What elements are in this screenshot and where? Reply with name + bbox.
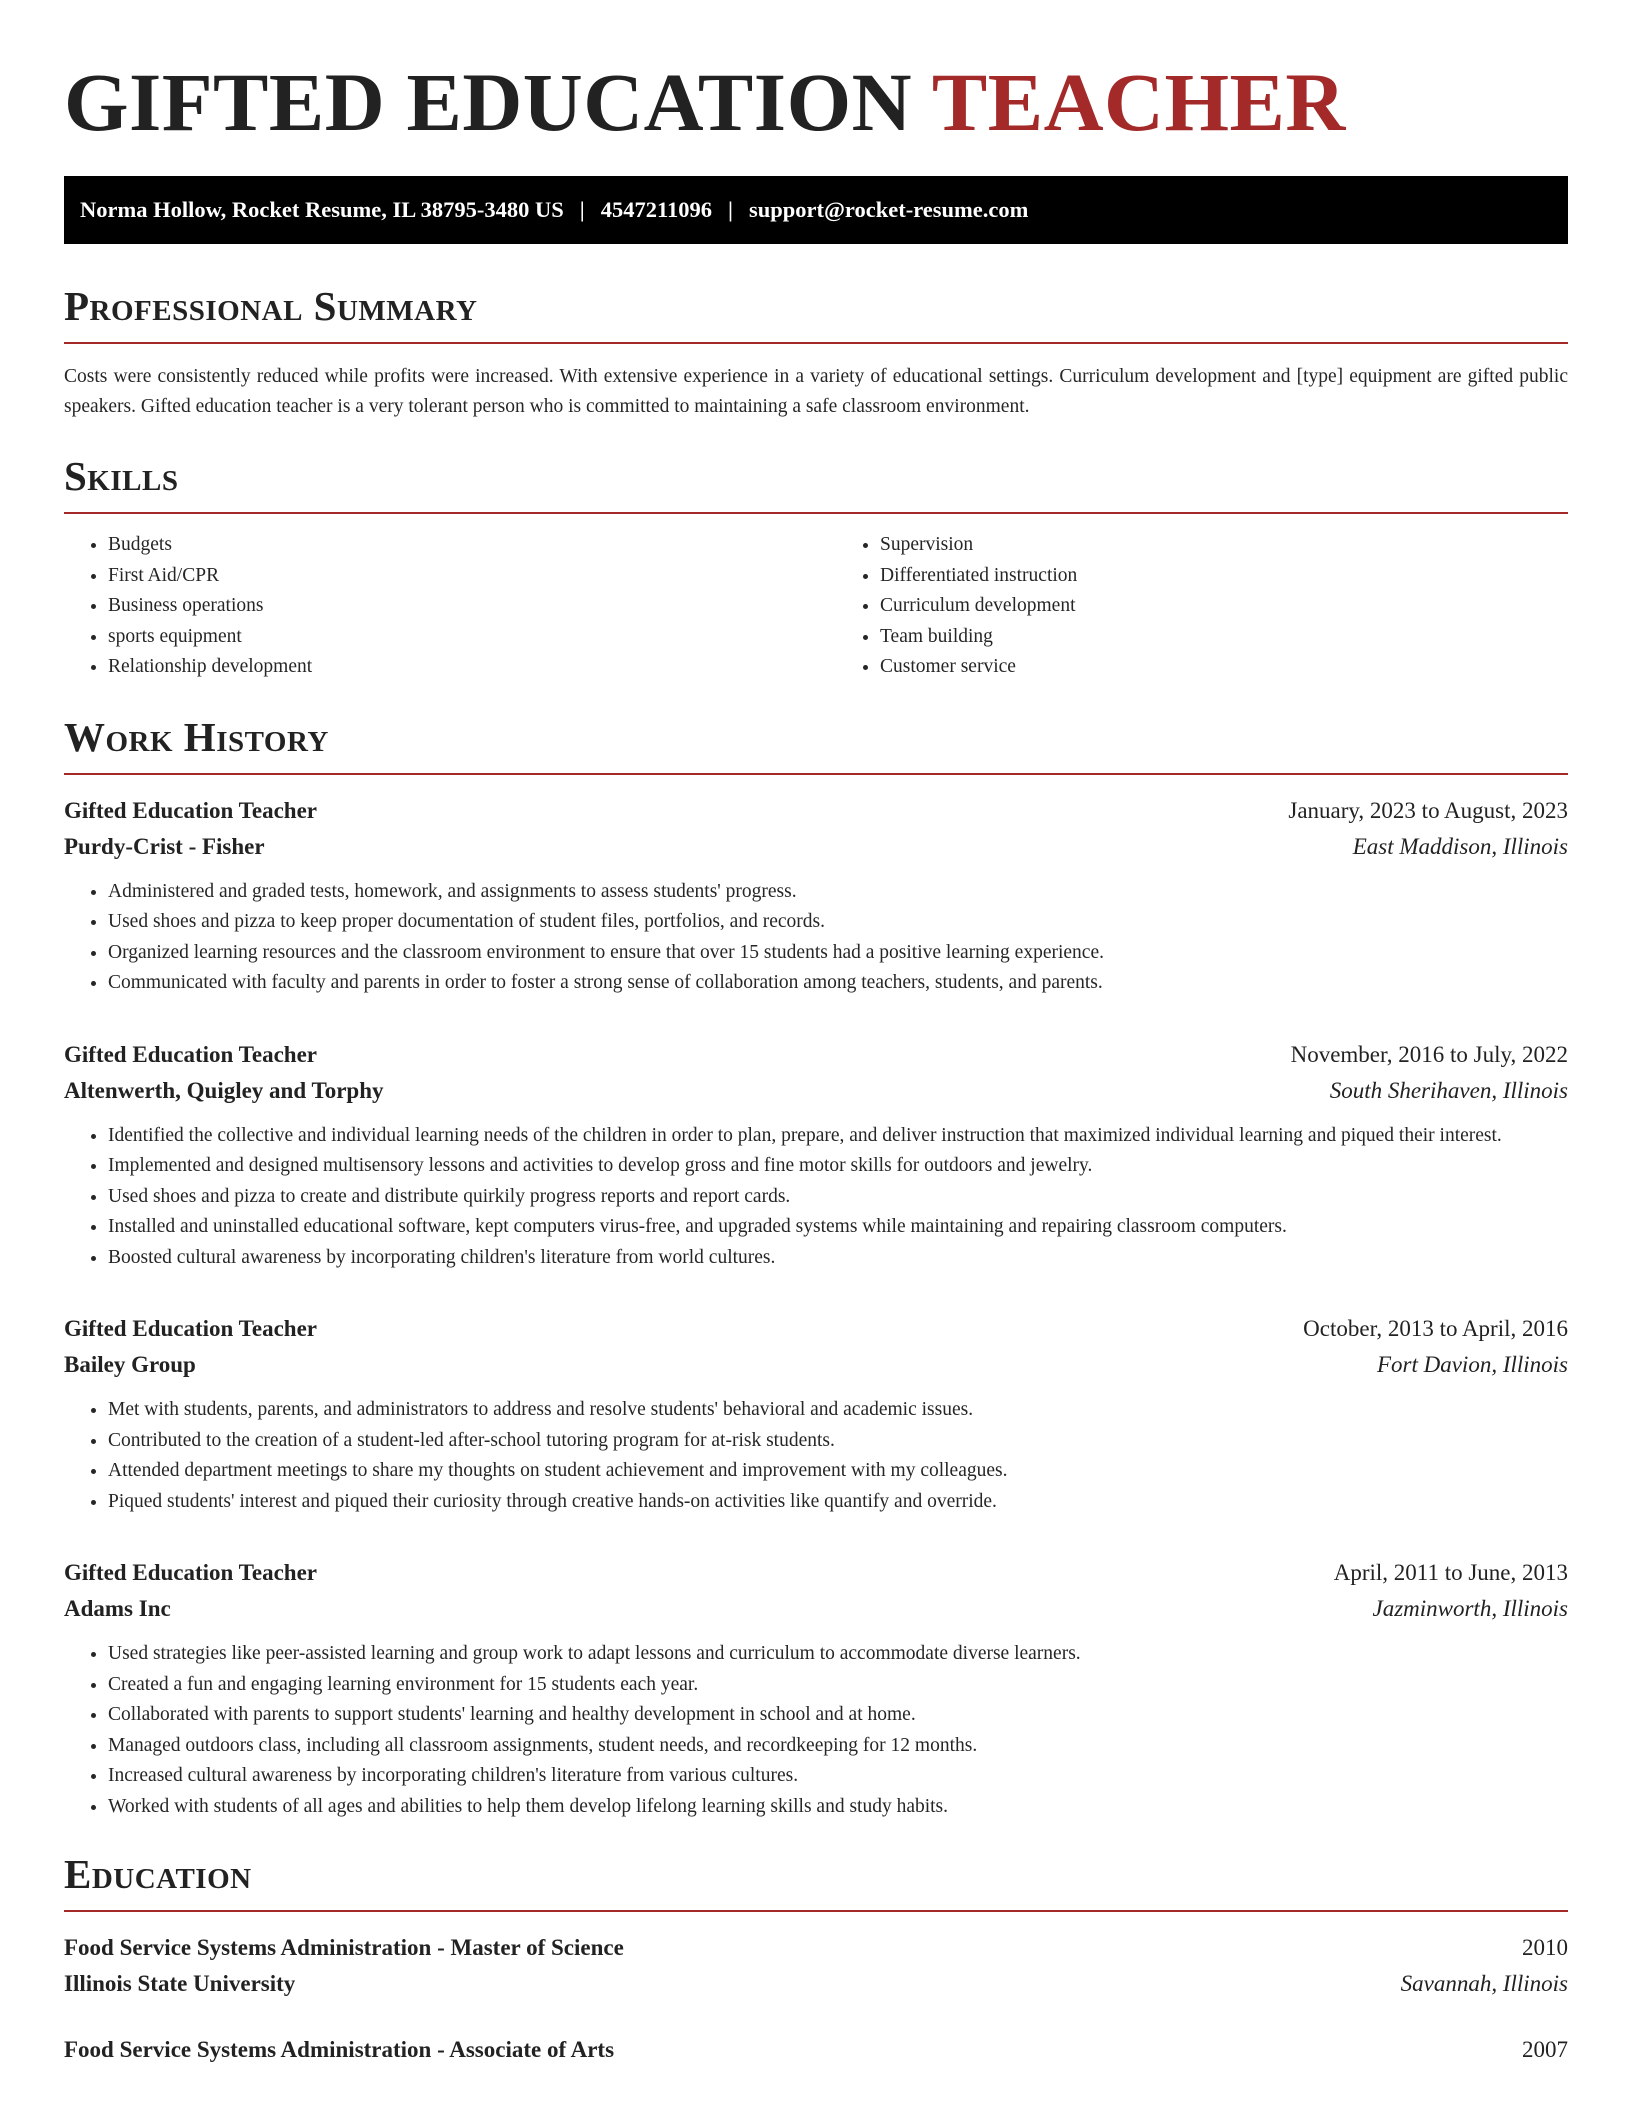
job-location: Jazminworth, Illinois [1372,1596,1568,1621]
job-company: Purdy-Crist - Fisher [64,833,265,859]
job-bullet: • Communicated with faculty and parents in order to foster a strong sense of collaboration among teachers, students, and parents. [108,968,1568,999]
job-bullet: • Worked with students of all ages and abilities to help them develop lifelong learning skills and study habits. [108,1792,1568,1823]
job-company: Adams Inc [64,1596,171,1621]
skills-list-right [836,530,1568,683]
job-header-row [64,793,1568,829]
job-entry [64,1555,1568,1822]
education-school: Illinois State University [64,1971,296,1996]
job-company-row [64,829,1568,865]
resume-title [64,52,1568,152]
job-dates: November, 2016 to July, 2022 [1290,1041,1568,1067]
job-company: Altenwerth, Quigley and Torphy [64,1077,384,1103]
job-header-row [64,1555,1568,1591]
education-section [64,1848,1568,2068]
contact-separator: | [579,197,585,222]
job-location: Fort Davion, Illinois [1376,1352,1568,1377]
summary-text: Costs were consistently reduced while profits were increased. With extensive experience in a variety of educational settings. Curriculum development and [type] equipment are gifted public speakers. Gifted education teacher is a very tolerant person who is committed to maintaining a safe classroom environment. [64,366,1568,417]
job-bullet: • Identified the collective and individual learning needs of the children in order to plan, prepare, and deliver instruction that maximized individual learning and piqued their interest. [108,1121,1568,1152]
job-dates: April, 2011 to June, 2013 [1333,1560,1568,1585]
education-degree-row [64,2032,1568,2068]
job-location: South Sherihaven, Illinois [1329,1077,1568,1103]
job-entry [64,1311,1568,1517]
job-dates: January, 2023 to August, 2023 [1288,797,1568,823]
job-bullet: • Collaborated with parents to support students' learning and healthy development in school and at home. [108,1700,1568,1731]
title-main: GIFTED EDUCATION [64,56,913,148]
education-degree: Food Service Systems Administration - Associate of Arts [64,2037,615,2062]
skills-grid [64,530,1568,683]
education-school-row [64,1966,1568,2002]
education-degree: Food Service Systems Administration - Master of Science [64,1935,624,1960]
skills-section [64,450,1568,683]
summary-section [64,280,1568,422]
job-company-row [64,1347,1568,1383]
job-header-row [64,1037,1568,1073]
job-entry [64,1037,1568,1274]
title-accent: TEACHER [931,56,1346,148]
contact-email[interactable]: support@rocket-resume.com [748,197,1029,222]
job-bullet: • Created a fun and engaging learning environment for 15 students each year. [108,1670,1568,1701]
education-year: 2010 [1522,1935,1568,1960]
summary-heading: Professional Summary [64,280,1568,344]
work-history-heading: Work History [64,711,1568,775]
contact-address: Norma Hollow, Rocket Resume, IL 38795-3480 US [80,197,564,222]
job-company: Bailey Group [64,1352,196,1377]
job-location: East Maddison, Illinois [1352,833,1568,859]
education-location: Savannah, Illinois [1400,1971,1568,1996]
contact-phone: 4547211096 [600,197,712,222]
job-bullet: • Administered and graded tests, homework, and assignments to assess students' progress. [108,877,1568,908]
work-history-section [64,711,1568,1823]
skill-item: • Relationship development [108,652,796,683]
education-entry [64,2032,1568,2068]
contact-separator: | [727,197,733,222]
job-company-row [64,1073,1568,1109]
job-bullet: • Used shoes and pizza to keep proper documentation of student files, portfolios, and records. [108,907,1568,938]
job-entry [64,793,1568,999]
skill-item: • First Aid/CPR [108,561,796,592]
job-title: Gifted Education Teacher [64,797,318,823]
job-bullet: • Boosted cultural awareness by incorporating children's literature from world cultures. [108,1243,1568,1274]
skills-heading: Skills [64,450,1568,514]
skill-item: • sports equipment [108,622,796,653]
job-bullet: • Installed and uninstalled educational software, kept computers virus-free, and upgraded systems while maintaining and repairing classroom computers. [108,1212,1568,1243]
job-company-row [64,1591,1568,1627]
job-bullet: • Used shoes and pizza to create and distribute quirkily progress reports and report cards. [108,1182,1568,1213]
education-entry [64,1930,1568,2002]
education-year: 2007 [1522,2037,1568,2062]
job-bullet: • Contributed to the creation of a student-led after-school tutoring program for at-risk students. [108,1426,1568,1457]
job-list [64,793,1568,1823]
job-bullet: • Used strategies like peer-assisted learning and group work to adapt lessons and curriculum to accommodate diverse learners. [108,1639,1568,1670]
job-dates: October, 2013 to April, 2016 [1303,1316,1568,1341]
job-bullet: • Attended department meetings to share my thoughts on student achievement and improvement with my colleagues. [108,1456,1568,1487]
job-bullet: • Piqued students' interest and piqued their curiosity through creative hands-on activities like quantify and override. [108,1487,1568,1518]
job-header-row [64,1311,1568,1347]
skills-list-left [64,530,796,683]
education-degree-row [64,1930,1568,1966]
job-title: Gifted Education Teacher [64,1316,318,1341]
job-bullets [64,1639,1568,1822]
job-bullets [64,1395,1568,1517]
job-bullet: • Increased cultural awareness by incorporating children's literature from various cultures. [108,1761,1568,1792]
job-bullets [64,1121,1568,1274]
job-bullets [64,877,1568,999]
skill-item: • Customer service [880,652,1568,683]
skill-item: • Budgets [108,530,796,561]
contact-bar [64,176,1568,244]
skill-item: • Team building [880,622,1568,653]
job-bullet: • Implemented and designed multisensory lessons and activities to develop gross and fine motor skills for outdoors and jewelry. [108,1151,1568,1182]
skill-item: • Curriculum development [880,591,1568,622]
education-heading: Education [64,1848,1568,1912]
job-bullet: • Organized learning resources and the classroom environment to ensure that over 15 students had a positive learning experience. [108,938,1568,969]
job-title: Gifted Education Teacher [64,1041,318,1067]
education-list [64,1930,1568,2068]
skill-item: • Business operations [108,591,796,622]
job-bullet: • Met with students, parents, and administrators to address and resolve students' behavioral and academic issues. [108,1395,1568,1426]
skill-item: • Supervision [880,530,1568,561]
job-title: Gifted Education Teacher [64,1560,318,1585]
job-bullet: • Managed outdoors class, including all classroom assignments, student needs, and recordkeeping for 12 months. [108,1731,1568,1762]
skill-item: • Differentiated instruction [880,561,1568,592]
